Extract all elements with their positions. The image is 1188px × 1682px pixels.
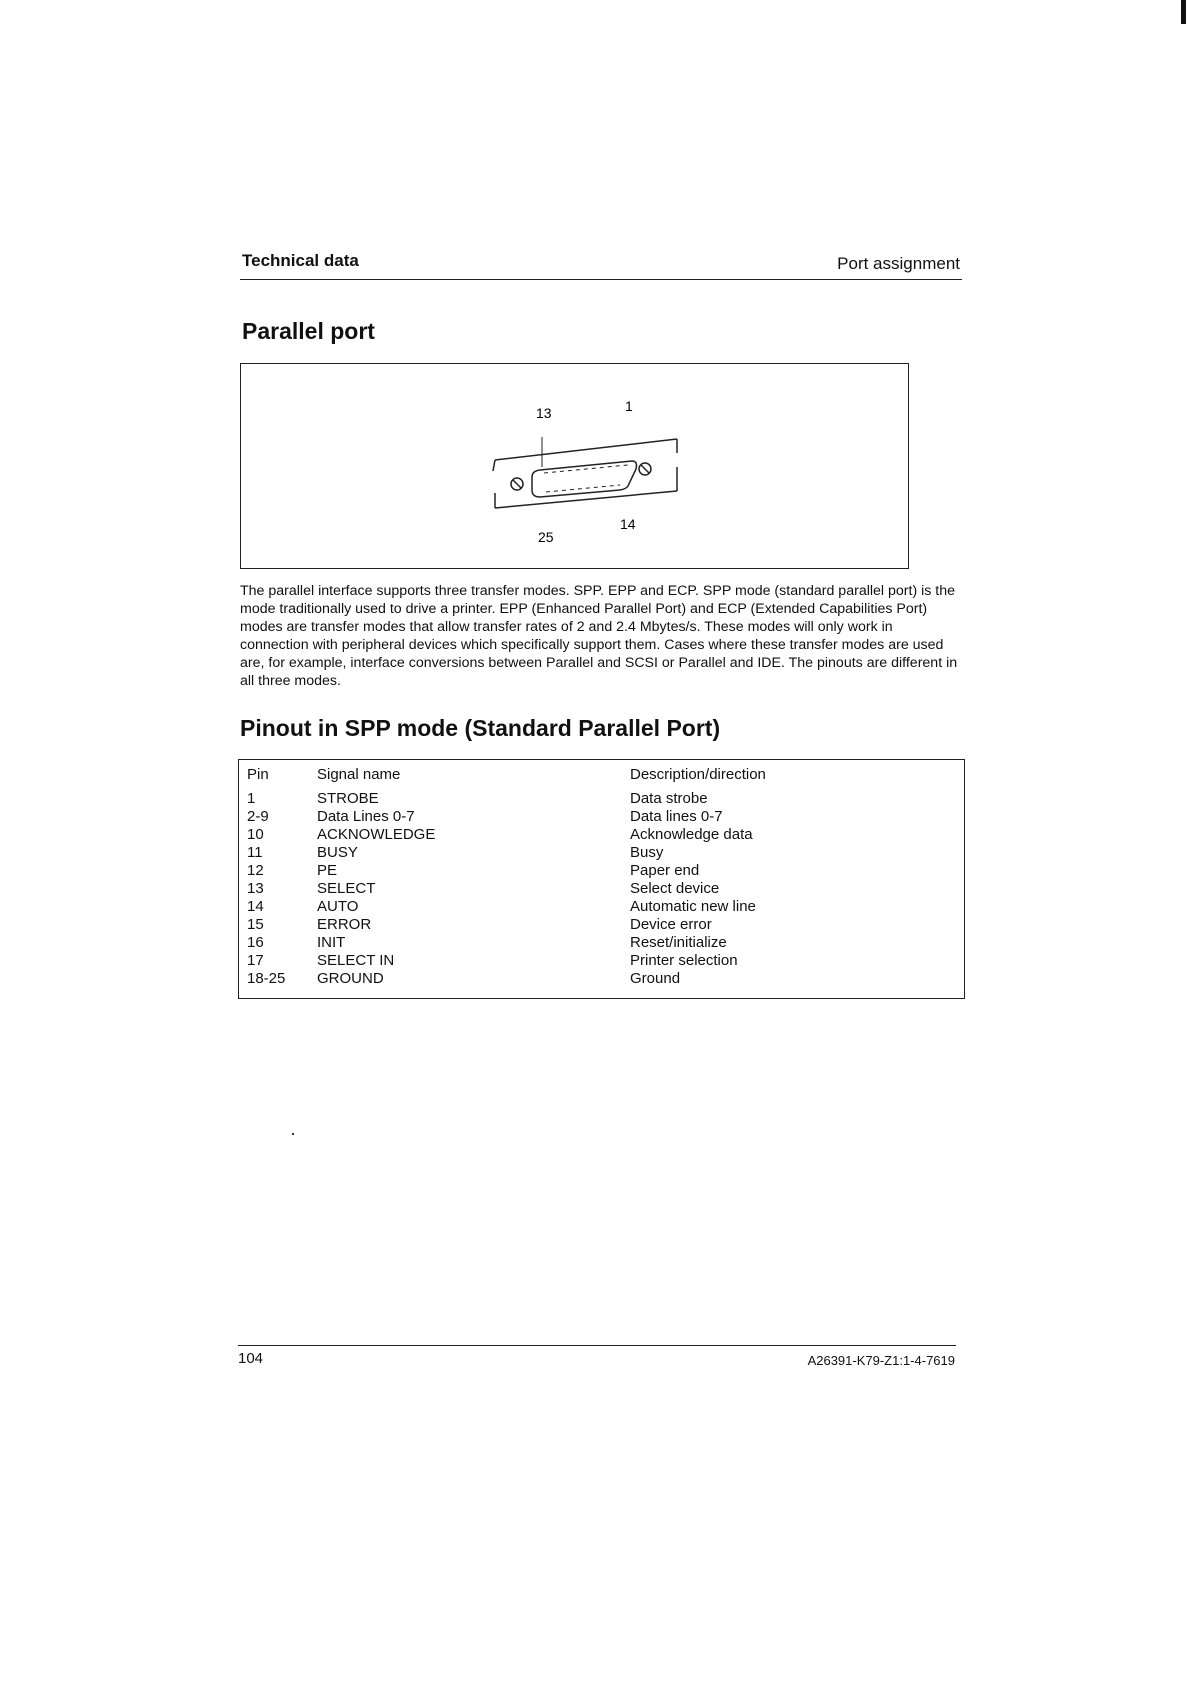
description-cell: Data lines 0-7 bbox=[630, 808, 723, 825]
description-cell: Reset/initialize bbox=[630, 934, 727, 951]
signal-cell: SELECT IN bbox=[317, 952, 395, 969]
pin-label-13: 13 bbox=[536, 405, 552, 421]
db25-connector-drawing bbox=[493, 437, 677, 508]
table-row bbox=[247, 898, 947, 916]
signal-cell: AUTO bbox=[317, 898, 359, 915]
pin-cell: 1 bbox=[247, 790, 256, 807]
pin-label-25: 25 bbox=[538, 529, 554, 545]
stray-mark bbox=[292, 1133, 294, 1135]
pinout-table bbox=[247, 766, 947, 988]
footer-rule bbox=[238, 1345, 956, 1346]
description-cell: Device error bbox=[630, 916, 712, 933]
pin-cell: 2-9 bbox=[247, 808, 269, 825]
signal-cell: STROBE bbox=[317, 790, 379, 807]
parallel-port-description: The parallel interface supports three transfer modes. SPP. EPP and ECP. SPP mode (standard parallel port) is the mode traditionally used to drive a printer. EPP (Enhanced Parallel Port) and ECP (Extended Capabilities Port) modes are transfer modes that allow transfer rates of 2 and 2.4 Mbytes/s. These modes will only work in connection with peripheral devices which specifically support them. Cases where these transfer modes are used are, for example, interface conversions between Parallel and SCSI or Parallel and IDE. The pinouts are different in all three modes. bbox=[240, 583, 958, 689]
parallel-connector-figure bbox=[240, 363, 909, 569]
table-header-row bbox=[247, 766, 947, 790]
table-row bbox=[247, 790, 947, 808]
description-cell: Acknowledge data bbox=[630, 826, 753, 843]
pin-cell: 10 bbox=[247, 826, 264, 843]
document-code: A26391-K79-Z1:1-4-7619 bbox=[807, 1353, 955, 1368]
description-cell: Data strobe bbox=[630, 790, 708, 807]
pin-cell: 14 bbox=[247, 898, 264, 915]
page-number: 104 bbox=[238, 1350, 264, 1367]
column-header-signal: Signal name bbox=[317, 766, 401, 783]
signal-cell: ACKNOWLEDGE bbox=[317, 826, 436, 843]
signal-cell: BUSY bbox=[317, 844, 358, 861]
signal-cell: Data Lines 0-7 bbox=[317, 808, 415, 825]
signal-cell: INIT bbox=[317, 934, 346, 951]
page-edge-mark bbox=[1181, 0, 1186, 24]
table-row bbox=[247, 970, 947, 988]
description-cell: Busy bbox=[630, 844, 664, 861]
description-cell: Ground bbox=[630, 970, 681, 987]
table-row bbox=[247, 952, 947, 970]
signal-cell: GROUND bbox=[317, 970, 384, 987]
signal-cell: SELECT bbox=[317, 880, 376, 897]
pin-cell: 13 bbox=[247, 880, 264, 897]
table-row bbox=[247, 862, 947, 880]
pin-cell: 11 bbox=[247, 844, 263, 861]
table-row bbox=[247, 808, 947, 826]
signal-cell: ERROR bbox=[317, 916, 372, 933]
description-cell: Automatic new line bbox=[630, 898, 756, 915]
pin-cell: 17 bbox=[247, 952, 264, 969]
signal-cell: PE bbox=[317, 862, 338, 879]
description-cell: Paper end bbox=[630, 862, 700, 879]
pin-cell: 18-25 bbox=[247, 970, 286, 987]
table-row bbox=[247, 934, 947, 952]
parallel-port-heading: Parallel port bbox=[242, 318, 375, 344]
table-row bbox=[247, 880, 947, 898]
table-row bbox=[247, 916, 947, 934]
description-cell: Printer selection bbox=[630, 952, 738, 969]
pin-label-1: 1 bbox=[625, 398, 633, 414]
pin-cell: 15 bbox=[247, 916, 264, 933]
column-header-description: Description/direction bbox=[630, 766, 766, 783]
header-topic-title: Port assignment bbox=[837, 254, 960, 273]
pin-label-14: 14 bbox=[620, 516, 636, 532]
table-row bbox=[247, 826, 947, 844]
description-cell: Select device bbox=[630, 880, 720, 897]
pin-cell: 16 bbox=[247, 934, 264, 951]
pin-cell: 12 bbox=[247, 862, 264, 879]
table-row bbox=[247, 844, 947, 862]
header-section-title: Technical data bbox=[242, 251, 359, 270]
column-header-pin: Pin bbox=[247, 766, 269, 783]
header-rule bbox=[240, 279, 962, 280]
spp-pinout-heading: Pinout in SPP mode (Standard Parallel Port) bbox=[240, 715, 721, 741]
